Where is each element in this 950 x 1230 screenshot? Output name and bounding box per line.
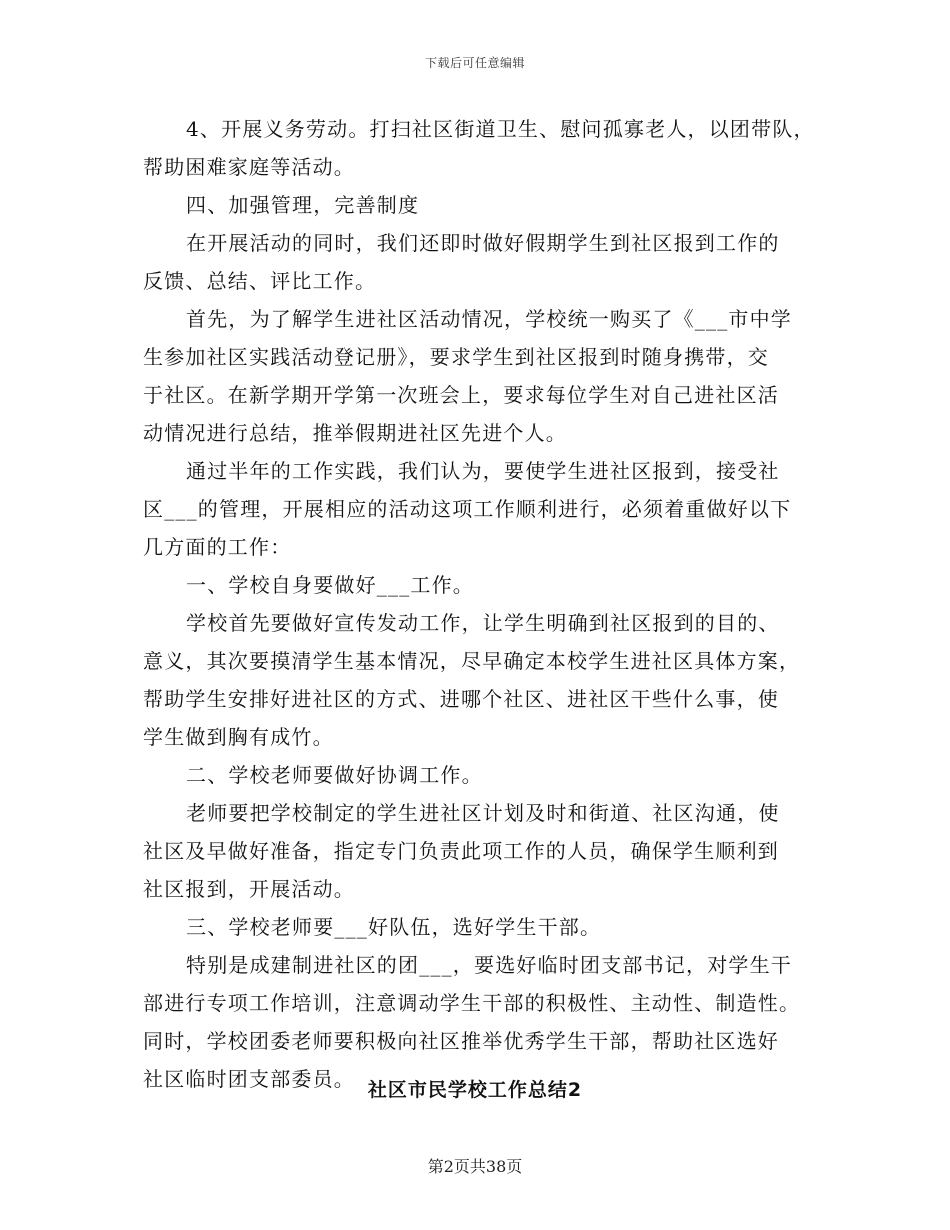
- body-line: 学校首先要做好宣传发动工作，让学生明确到社区报到的目的、: [186, 611, 780, 635]
- body-line: 4、开展义务劳动。打扫社区街道卫生、慰问孤寡老人，以团带队，: [186, 117, 815, 141]
- body-line: 帮助困难家庭等活动。: [143, 155, 355, 179]
- body-line: 通过半年的工作实践，我们认为，要使学生进社区报到，接受社: [186, 459, 780, 483]
- body-line: 社区报到，开展活动。: [143, 877, 355, 901]
- body-line: 特别是成建制进社区的团___，要选好临时团支部书记，对学生干: [186, 953, 792, 977]
- body-line: 生参加社区实践活动登记册》，要求学生到社区报到时随身携带，交: [143, 345, 769, 369]
- body-line: 一、学校自身要做好___工作。: [186, 573, 474, 597]
- body-line: 几方面的工作：: [143, 535, 292, 559]
- body-line: 反馈、总结、评比工作。: [143, 269, 377, 293]
- body-line: 部进行专项工作培训，注意调动学生干部的积极性、主动性、制造性。: [143, 991, 801, 1015]
- body-line: 区___的管理，开展相应的活动这项工作顺利进行，必须着重做好以下: [143, 497, 792, 521]
- body-line: 老师要把学校制定的学生进社区计划及时和街道、社区沟通，使: [186, 801, 780, 825]
- body-line: 动情况进行总结，推举假期进社区先进个人。: [143, 421, 567, 445]
- body-line: 帮助学生安排好进社区的方式、进哪个社区、进社区干些什么事，使: [143, 687, 779, 711]
- body-line: 二、学校老师要做好协调工作。: [186, 763, 483, 787]
- document-body: [143, 110, 823, 1098]
- body-line: 同时，学校团委老师要积极向社区推举优秀学生干部，帮助社区选好: [143, 1029, 779, 1053]
- body-line: 于社区。在新学期开学第一次班会上，要求每位学生对自己进社区活: [143, 383, 779, 407]
- body-line: 社区临时团支部委员。: [143, 1067, 355, 1091]
- section-title: 社区市民学校工作总结2: [367, 1079, 583, 1101]
- body-line: 意义，其次要摸清学生基本情况，尽早确定本校学生进社区具体方案，: [143, 649, 801, 673]
- body-line: 四、加强管理，完善制度: [186, 193, 420, 217]
- body-line: 在开展活动的同时，我们还即时做好假期学生到社区报到工作的: [186, 231, 780, 255]
- body-line: 首先，为了解学生进社区活动情况，学校统一购买了《___市中学: [186, 307, 792, 331]
- body-line: 学生做到胸有成竹。: [143, 725, 334, 749]
- body-line: 社区及早做好准备，指定专门负责此项工作的人员，确保学生顺利到: [143, 839, 779, 863]
- page-header: 下载后可任意编辑: [424, 56, 525, 70]
- page-footer: 第2页共38页: [427, 1157, 523, 1176]
- body-line: 三、学校老师要___好队伍，选好学生干部。: [186, 915, 602, 939]
